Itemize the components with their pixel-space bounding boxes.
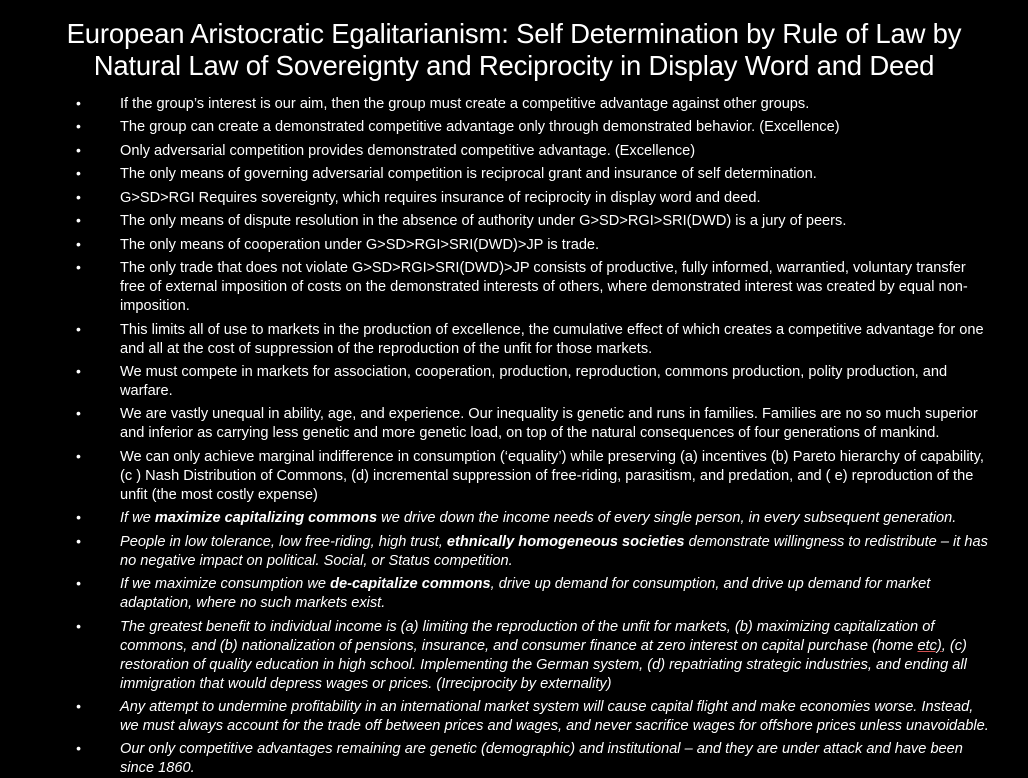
bullet-item	[48, 259, 994, 316]
bullet-text: We must compete in markets for association, cooperation, production, reproduction, commons production, polity production, and warfare.	[120, 364, 948, 399]
bullet-text: G>SD>RGI Requires sovereignty, which requires insurance of reciprocity in display word and deed.	[120, 189, 761, 206]
bullet-item	[48, 189, 994, 208]
bullet-text: The group can create a demonstrated competitive advantage only through demonstrated behavior. (Excellence)	[120, 119, 840, 136]
bullet-item	[48, 575, 994, 613]
bullet-text: we drive down the income needs of every single person, in every subsequent generation.	[377, 510, 957, 527]
bullet-text: The only means of dispute resolution in the absence of authority under G>SD>RGI>SRI(DWD) is a jury of peers.	[120, 213, 847, 230]
bullet-item	[48, 509, 994, 528]
bullet-item	[48, 448, 994, 505]
bullet-text: Only adversarial competition provides demonstrated competitive advantage. (Excellence)	[120, 142, 696, 159]
bullet-text: We can only achieve marginal indifference in consumption (‘equality’) while preserving (a) incentives (b) Pareto hierarchy of capability, (c ) Nash Distribution of Commons, (d) incremental suppression of free-riding, parasitism, and predation, and ( e) reproduction of the unfit (the most costly expense)	[120, 448, 984, 503]
bullet-text: The greatest benefit to individual income is (a) limiting the reproduction of the unfit for markets, (b) maximizing capitalization of commons, and (b) nationalization of pensions, insurance, and consumer finance at zero interest on capital purchase (home	[120, 618, 935, 654]
bullet-emphasis: ethnically homogeneous societies	[446, 533, 685, 550]
bullet-item	[48, 236, 994, 255]
bullet-item	[48, 142, 994, 161]
bullet-text: , drive up demand for consumption, and drive up demand for market adaptation, where no such markets exist.	[120, 576, 931, 612]
bullet-text: The only means of cooperation under G>SD>RGI>SRI(DWD)>JP is trade.	[120, 236, 600, 253]
bullet-text: We are vastly unequal in ability, age, and experience. Our inequality is genetic and runs in families. Families are no so much superior and inferior as carrying less genetic and more genetic load, on top of the natural consequences of four generations of mankind.	[120, 406, 978, 442]
bullet-text: If we maximize consumption we	[120, 576, 331, 593]
bullet-item	[48, 618, 994, 694]
bullet-text: If we	[120, 510, 155, 527]
bullet-item	[48, 321, 994, 359]
bullet-item	[48, 165, 994, 184]
bullet-item	[48, 212, 994, 231]
page-title: European Aristocratic Egalitarianism: Self Determination by Rule of Law by Natural Law of Sovereignty and Reciprocity in Display Word and Deed	[66, 18, 962, 82]
bullet-item	[48, 740, 994, 778]
bullet-emphasis: de-capitalize commons	[330, 576, 491, 593]
bullet-item	[48, 405, 994, 443]
bullet-item	[48, 118, 994, 137]
bullet-text: If the group’s interest is our aim, then the group must create a competitive advantage against other groups.	[120, 95, 810, 112]
spellcheck-marked-text: etc)	[917, 637, 942, 654]
bullet-text: demonstrate willingness to redistribute – it has no negative impact on political. Social, or Status competition.	[120, 533, 988, 569]
bullet-text: The only means of governing adversarial competition is reciprocal grant and insurance of self determination.	[120, 166, 817, 183]
bullet-text: , (c) restoration of quality education in high school. Implementing the German system, (d) repatriating strategic industries, and ending all immigration that would depress wages or prices. (Irreciprocity by externality)	[120, 637, 967, 692]
bullet-text: The only trade that does not violate G>SD>RGI>SRI(DWD)>JP consists of productive, fully informed, warrantied, voluntary transfer free of external imposition of costs on the demonstrated interests of others, where demonstrated interest was created by equal non-imposition.	[120, 260, 968, 315]
bullet-item	[48, 698, 994, 736]
bullet-list	[26, 95, 1002, 778]
bullet-text: Our only competitive advantages remaining are genetic (demographic) and institutional – and they are under attack and have been since 1860.	[120, 741, 963, 777]
bullet-text: Any attempt to undermine profitability in an international market system will cause capital flight and make economies worse. Instead, we must always account for the trade off between prices and wages, and never sacrifice wages for offshore prices unless unavoidable.	[120, 699, 989, 734]
bullet-item	[48, 363, 994, 401]
bullet-text: People in low tolerance, low free-riding, high trust,	[120, 533, 447, 550]
bullet-text: This limits all of use to markets in the production of excellence, the cumulative effect of which creates a competitive advantage for one and all at the cost of suppression of the reproduction of the unfit for those markets.	[120, 321, 984, 357]
bullet-item	[48, 533, 994, 571]
bullet-emphasis: maximize capitalizing commons	[154, 510, 378, 527]
bullet-item	[48, 95, 994, 114]
